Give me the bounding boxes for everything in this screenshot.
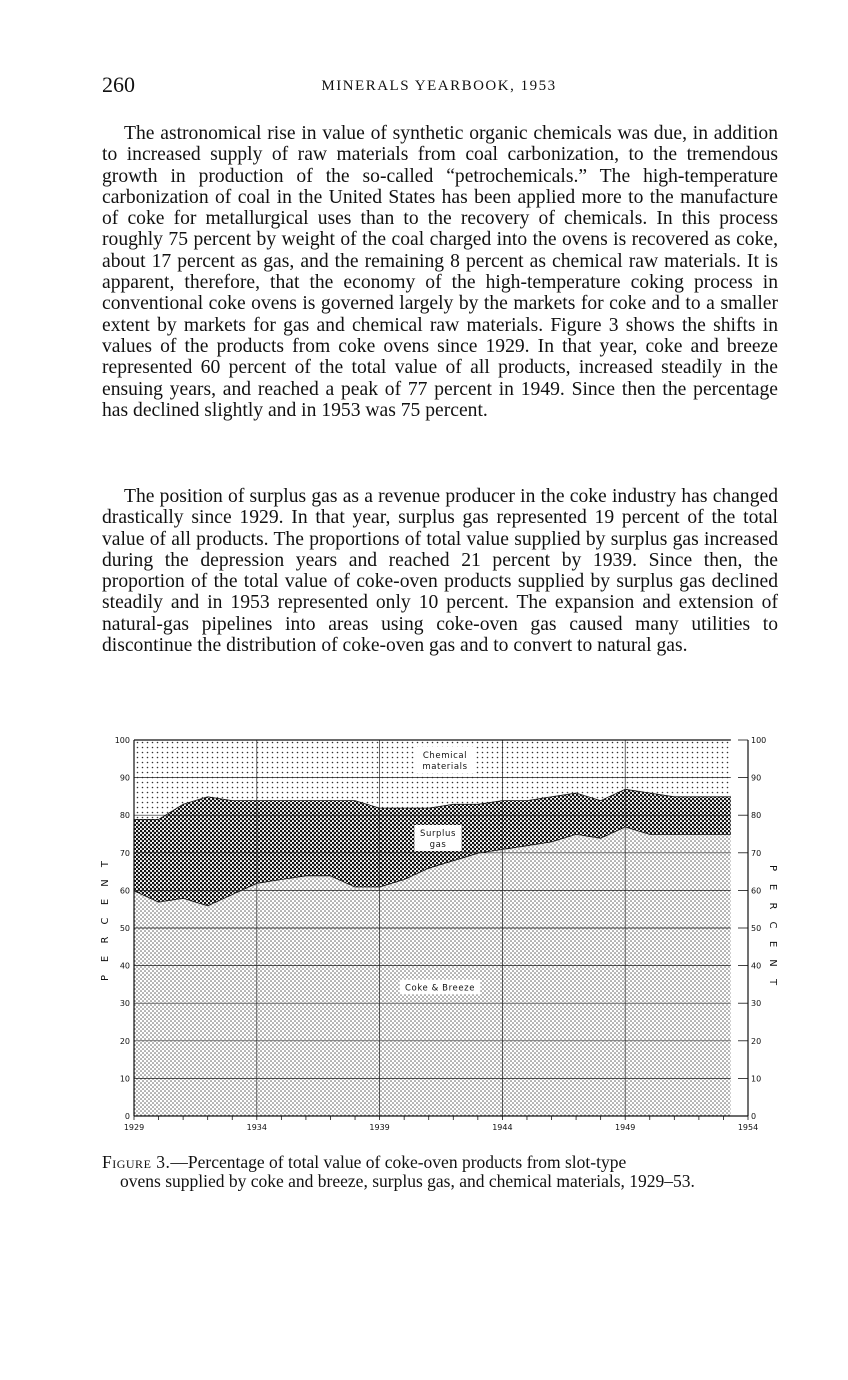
y-tick-label-left: 80 [119, 811, 130, 821]
y-tick-label-left: 90 [119, 773, 130, 783]
y-tick-label-right: 80 [751, 811, 762, 821]
y-tick-label-left: 70 [119, 848, 130, 858]
x-tick-label: 1944 [492, 1123, 513, 1132]
caption-rest: ovens supplied by coke and breeze, surplus gas, and chemical materials, 1929–53. [120, 1170, 695, 1191]
y-tick-label-left: 10 [119, 1074, 130, 1084]
y-tick-label-right: 50 [751, 924, 762, 933]
y-axis-title-left-letter: C [100, 917, 111, 925]
y-tick-label-left: 0 [124, 1112, 130, 1121]
y-tick-label-right: 20 [751, 1036, 762, 1046]
y-axis-title-right-letter: P [767, 864, 778, 872]
figure [100, 730, 780, 1150]
y-tick-label-left: 50 [119, 924, 130, 933]
y-tick-label-right: 70 [751, 848, 762, 858]
chemical-materials-label: materials [422, 762, 468, 772]
running-head: MINERALS YEARBOOK, 1953 [321, 78, 557, 94]
y-axis-title-right-letter: E [767, 883, 778, 891]
x-tick-label: 1949 [615, 1123, 636, 1132]
y-axis-title-left-letter: T [100, 860, 111, 868]
y-axis-title-right-letter: N [767, 959, 778, 967]
y-axis-title-left-letter: P [100, 974, 111, 982]
coke-breeze-label: Coke & Breeze [404, 983, 476, 994]
x-tick-label: 1929 [123, 1123, 145, 1132]
y-tick-label-left: 60 [119, 886, 130, 896]
y-tick-label-right: 0 [751, 1112, 757, 1121]
paragraph: The position of surplus gas as a revenue producer in the coke industry has changed drastically since 1929. In that year, surplus gas represented 19 percent of the total value of all products. The proportions of total value supplied by surplus gas increased during the depression years and reached 21 percent by 1939. Since then, the proportion of the total value of coke-oven products supplied by surplus gas declined steadily and in 1953 represented only 10 percent. The expansion and extension of natural-gas pipelines into areas using coke-oven gas caused many utilities to discontinue the distribution of coke-oven gas and to convert to natural gas. [102, 486, 778, 657]
y-axis-title-left-letter: E [100, 898, 111, 906]
y-tick-label-right: 100 [751, 736, 767, 745]
x-tick-label: 1934 [246, 1123, 267, 1132]
y-axis-title-left-letter: R [100, 936, 111, 944]
y-axis-title-right-letter: R [767, 902, 778, 910]
y-tick-label-left: 20 [119, 1036, 130, 1046]
caption-label: Figure 3. [102, 1152, 171, 1172]
y-tick-label-left: 100 [114, 736, 130, 745]
y-tick-label-right: 10 [751, 1074, 762, 1084]
paragraph: The astronomical rise in value of synthetic organic chemicals was due, in addition to increased supply of raw materials from coal carbonization, to the tremendous growth in production of the so-called “petrochemicals.” The high-temperature carbonization of coal in the United States has been applied more to the manufacture of coke for metallurgical uses than to the recovery of chemicals. In this process roughly 75 percent by weight of the coal charged into the ovens is recovered as coke, about 17 percent as gas, and the remaining 8 percent as chemical raw materials. It is apparent, therefore, that the economy of the high-temperature coking process in conventional coke ovens is governed largely by the markets for coke and to a smaller extent by markets for gas and chemical raw materials. Figure 3 shows the shifts in values of the products from coke ovens since 1929. In that year, coke and breeze represented 60 percent of the total value of all products, increased steadily in the ensuing years, and reached a peak of 77 percent in 1949. Since then the percentage has declined slightly and in 1953 was 75 percent. [102, 123, 778, 421]
x-tick-label: 1954 [737, 1123, 759, 1132]
area-chart [100, 730, 780, 1150]
caption-line1: —Percentage of total value of coke-oven products from slot-type [170, 1152, 627, 1172]
y-axis-title-right-letter: T [767, 978, 778, 986]
surplus-gas-label: Surplus [419, 829, 457, 839]
y-tick-label-left: 40 [119, 961, 130, 971]
figure-caption [102, 1153, 778, 1190]
page-number: 260 [102, 72, 135, 97]
surplus-gas-label: gas [429, 840, 447, 850]
y-axis-title-left-letter: N [100, 879, 111, 887]
y-tick-label-right: 30 [751, 999, 762, 1009]
y-tick-label-right: 90 [751, 773, 762, 783]
y-tick-label-right: 40 [751, 961, 762, 971]
y-tick-label-left: 30 [119, 999, 130, 1009]
y-axis-title-left-letter: E [100, 955, 111, 963]
y-axis-title-right-letter: C [767, 921, 778, 929]
x-tick-label: 1939 [369, 1123, 390, 1132]
y-tick-label-right: 60 [751, 886, 762, 896]
y-axis-title-right-letter: E [767, 940, 778, 948]
chemical-materials-label: Chemical [422, 751, 468, 761]
